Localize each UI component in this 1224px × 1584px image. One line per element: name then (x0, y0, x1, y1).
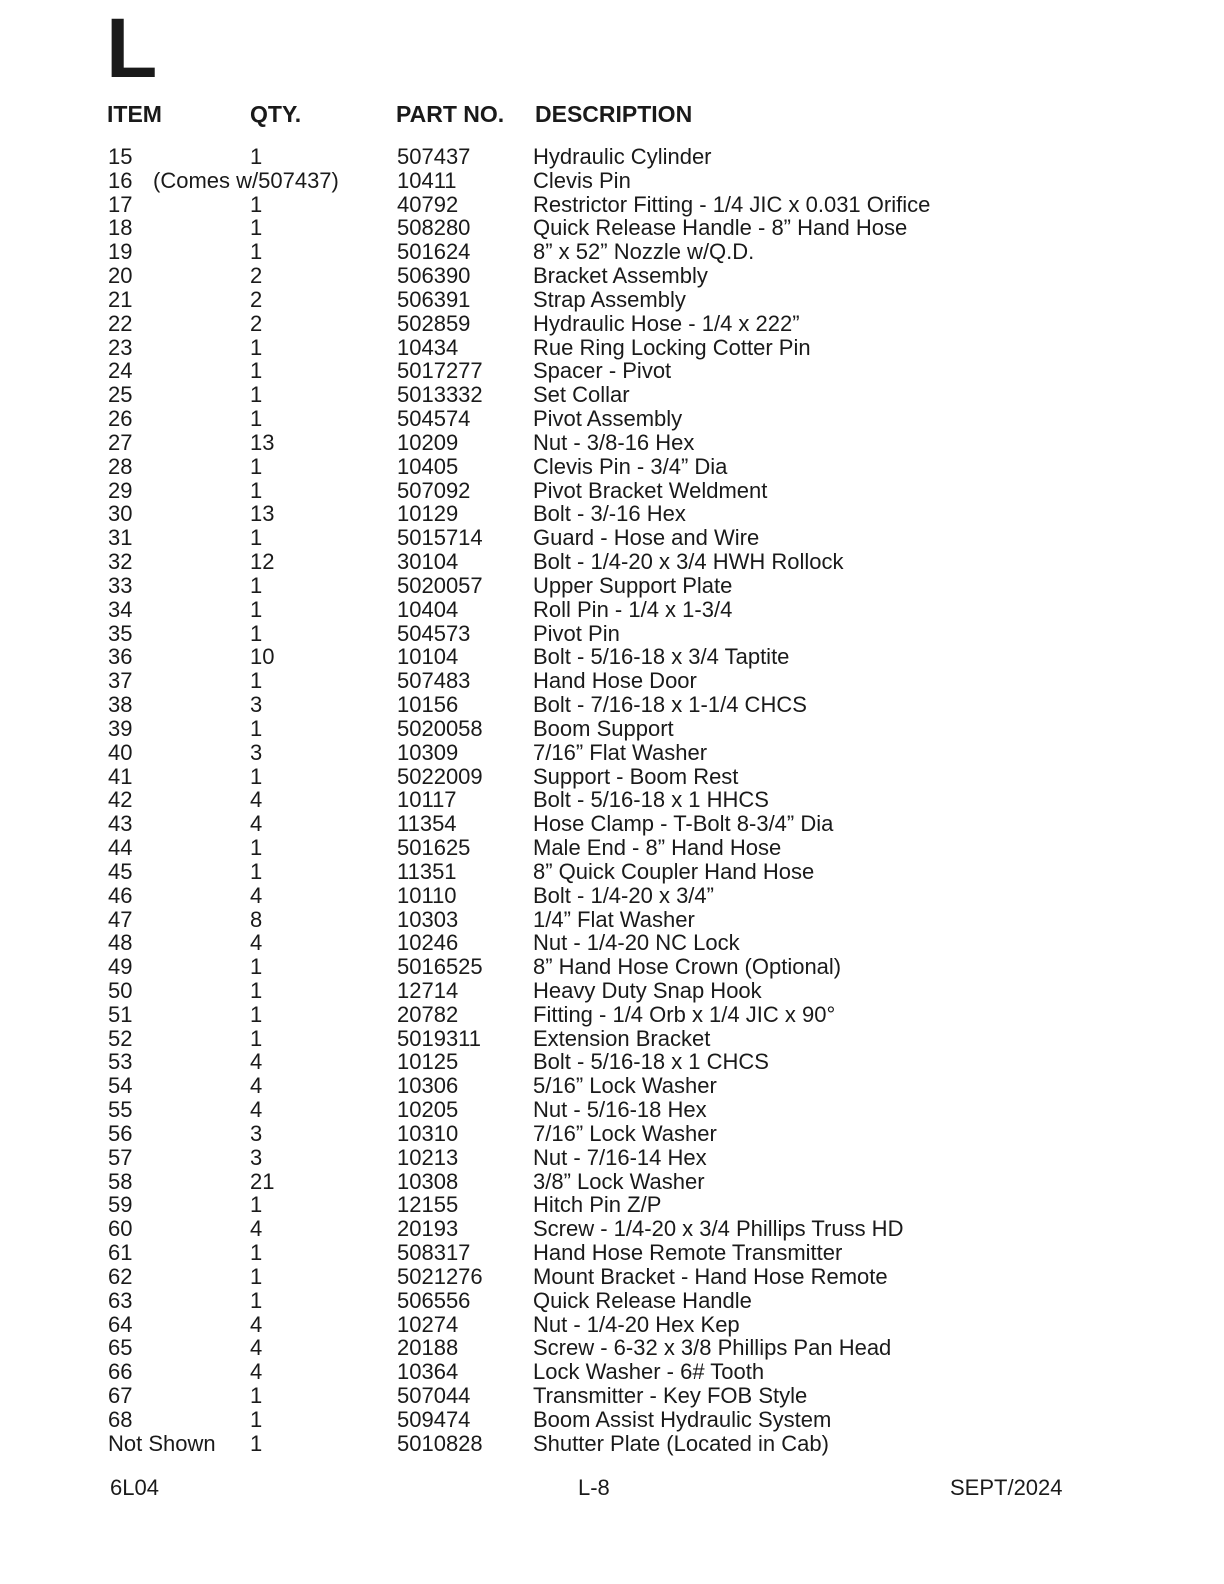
description-cell: Rue Ring Locking Cotter Pin (533, 334, 811, 360)
qty-cell: 12 (250, 549, 275, 575)
part-number-cell: 20193 (397, 1216, 459, 1242)
description-cell: Nut - 1/4-20 NC Lock (533, 930, 740, 956)
item-cell: 38 (108, 692, 133, 718)
table-row (0, 1289, 1224, 1313)
qty-cell: 2 (250, 263, 263, 289)
item-cell: 39 (108, 715, 133, 741)
description-cell: Mount Bracket - Hand Hose Remote (533, 1263, 888, 1289)
qty-cell: 4 (250, 1311, 263, 1337)
table-row (0, 717, 1224, 741)
qty-cell: 4 (250, 882, 263, 908)
qty-cell: 4 (250, 1097, 263, 1123)
part-number-cell: 10125 (397, 1049, 459, 1075)
table-row (0, 788, 1224, 812)
part-number-cell: 30104 (397, 549, 459, 575)
table-row (0, 1408, 1224, 1432)
description-cell: Pivot Bracket Weldment (533, 477, 768, 503)
qty-cell: 1 (250, 334, 263, 360)
description-cell: Bolt - 1/4-20 x 3/4” (533, 882, 714, 908)
part-number-cell: 20188 (397, 1335, 459, 1361)
table-row (0, 884, 1224, 908)
part-number-cell: 40792 (397, 191, 459, 217)
table-row (0, 216, 1224, 240)
table-row (0, 169, 1224, 193)
footer-date: SEPT/2024 (950, 1475, 1063, 1500)
item-cell: 63 (108, 1287, 133, 1313)
part-number-cell: 509474 (397, 1406, 471, 1432)
item-cell: 57 (108, 1144, 133, 1170)
qty-cell: 1 (250, 763, 263, 789)
qty-cell: 2 (250, 286, 263, 312)
item-cell: 18 (108, 215, 133, 241)
item-cell: 47 (108, 906, 133, 932)
item-cell: 49 (108, 954, 133, 980)
part-number-cell: 10306 (397, 1073, 459, 1099)
item-cell: 26 (108, 406, 133, 432)
item-cell: 15 (108, 144, 133, 169)
qty-cell: 1 (250, 1383, 263, 1409)
qty-cell: 1 (250, 572, 263, 598)
item-cell: 59 (108, 1192, 133, 1218)
part-number-cell: 11351 (397, 858, 457, 884)
part-number-cell: 12714 (397, 977, 459, 1003)
table-row (0, 193, 1224, 217)
description-cell: Bracket Assembly (533, 263, 708, 289)
item-cell: 20 (108, 263, 133, 289)
qty-cell: 1 (250, 1287, 263, 1313)
item-cell: 52 (108, 1025, 133, 1051)
part-number-cell: 507092 (397, 477, 471, 503)
qty-cell: 1 (250, 453, 263, 479)
description-cell: Bolt - 5/16-18 x 1 HHCS (533, 787, 769, 813)
part-number-cell: 10308 (397, 1168, 459, 1194)
item-cell: 45 (108, 858, 133, 884)
item-cell: 37 (108, 668, 133, 694)
item-cell: 23 (108, 334, 133, 360)
description-cell: Transmitter - Key FOB Style (533, 1383, 808, 1409)
description-cell: Nut - 7/16-14 Hex (533, 1144, 707, 1170)
item-cell: 68 (108, 1406, 133, 1432)
qty-cell: 1 (250, 144, 263, 169)
table-row (0, 1241, 1224, 1265)
table-row (0, 812, 1224, 836)
description-cell: Shutter Plate (Located in Cab) (533, 1430, 829, 1456)
table-row (0, 1193, 1224, 1217)
part-number-cell: 12155 (397, 1192, 459, 1218)
item-cell: 40 (108, 739, 133, 765)
part-number-cell: 5022009 (397, 763, 483, 789)
qty-cell: 1 (250, 1240, 263, 1266)
qty-cell: 1 (250, 1192, 263, 1218)
part-number-cell: 502859 (397, 310, 471, 336)
part-number-cell: 10117 (397, 787, 457, 813)
item-cell: 34 (108, 596, 133, 622)
qty-cell: 1 (250, 191, 263, 217)
part-number-cell: 507044 (397, 1383, 471, 1409)
table-row (0, 1432, 1224, 1456)
part-number-cell: 5020058 (397, 715, 483, 741)
table-row (0, 1098, 1224, 1122)
item-cell: 29 (108, 477, 133, 503)
description-cell: Clevis Pin - 3/4” Dia (533, 453, 728, 479)
part-number-cell: 20782 (397, 1001, 459, 1027)
table-header (0, 101, 1224, 131)
table-row (0, 860, 1224, 884)
table-row (0, 669, 1224, 693)
description-cell: Hitch Pin Z/P (533, 1192, 662, 1218)
description-cell: 8” x 52” Nozzle w/Q.D. (533, 239, 755, 265)
item-cell: 22 (108, 310, 133, 336)
description-cell: Nut - 1/4-20 Hex Kep (533, 1311, 740, 1337)
part-number-cell: 5013332 (397, 382, 483, 408)
table-row (0, 455, 1224, 479)
table-row (0, 1122, 1224, 1146)
description-cell: 8” Quick Coupler Hand Hose (533, 858, 815, 884)
qty-cell: 3 (250, 1144, 263, 1170)
item-cell: 21 (108, 286, 133, 312)
part-number-cell: 5020057 (397, 572, 483, 598)
table-row (0, 741, 1224, 765)
qty-cell: 21 (250, 1168, 275, 1194)
item-cell: 35 (108, 620, 133, 646)
table-row (0, 1146, 1224, 1170)
part-number-cell: 5016525 (397, 954, 483, 980)
item-cell: 44 (108, 835, 133, 861)
qty-cell: 1 (250, 620, 263, 646)
item-cell: 50 (108, 977, 133, 1003)
table-row (0, 312, 1224, 336)
qty-cell: 3 (250, 1120, 263, 1146)
part-number-cell: 10404 (397, 596, 459, 622)
footer-doc-code: 6L04 (110, 1475, 159, 1500)
description-cell: Strap Assembly (533, 286, 686, 312)
qty-cell: 1 (250, 215, 263, 241)
table-row (0, 693, 1224, 717)
part-number-cell: 5019311 (397, 1025, 482, 1051)
table-row (0, 836, 1224, 860)
item-cell: 31 (108, 525, 133, 551)
item-cell: 28 (108, 453, 133, 479)
item-cell: 58 (108, 1168, 133, 1194)
description-cell: Lock Washer - 6# Tooth (533, 1359, 765, 1385)
qty-cell: 4 (250, 1359, 263, 1385)
item-cell: 48 (108, 930, 133, 956)
item-cell: 53 (108, 1049, 133, 1075)
part-number-cell: 506390 (397, 263, 471, 289)
qty-cell: 1 (250, 596, 263, 622)
description-cell: Support - Boom Rest (533, 763, 739, 789)
item-cell: 51 (108, 1001, 133, 1027)
header-item: ITEM (107, 101, 162, 127)
qty-cell: 1 (250, 977, 263, 1003)
part-number-cell: 501625 (397, 835, 471, 861)
description-cell: Nut - 3/8-16 Hex (533, 429, 695, 455)
table-row (0, 979, 1224, 1003)
part-number-cell: 5010828 (397, 1430, 483, 1456)
table-row (0, 765, 1224, 789)
table-row (0, 407, 1224, 431)
qty-cell: (Comes w/507437) (153, 167, 339, 193)
header-description: DESCRIPTION (535, 101, 693, 127)
description-cell: 7/16” Lock Washer (533, 1120, 717, 1146)
description-cell: Screw - 6-32 x 3/8 Phillips Pan Head (533, 1335, 892, 1361)
qty-cell: 13 (250, 501, 275, 527)
qty-cell: 1 (250, 239, 263, 265)
item-cell: 54 (108, 1073, 133, 1099)
qty-cell: 8 (250, 906, 263, 932)
part-number-cell: 5015714 (397, 525, 483, 551)
section-letter: L (106, 1, 156, 95)
qty-cell: 4 (250, 1335, 263, 1361)
description-cell: Set Collar (533, 382, 630, 408)
qty-cell: 1 (250, 1263, 263, 1289)
item-cell: 33 (108, 572, 133, 598)
item-cell: 27 (108, 429, 133, 455)
qty-cell: 4 (250, 1216, 263, 1242)
qty-cell: 4 (250, 811, 263, 837)
part-number-cell: 508317 (397, 1240, 471, 1266)
table-row (0, 359, 1224, 383)
description-cell: 1/4” Flat Washer (533, 906, 695, 932)
part-number-cell: 506556 (397, 1287, 471, 1313)
description-cell: Roll Pin - 1/4 x 1-3/4 (533, 596, 733, 622)
description-cell: Screw - 1/4-20 x 3/4 Phillips Truss HD (533, 1216, 904, 1242)
table-row (0, 955, 1224, 979)
item-cell: 46 (108, 882, 133, 908)
qty-cell: 1 (250, 477, 263, 503)
description-cell: Bolt - 7/16-18 x 1-1/4 CHCS (533, 692, 807, 718)
qty-cell: 1 (250, 1001, 263, 1027)
part-number-cell: 10364 (397, 1359, 459, 1385)
table-row (0, 288, 1224, 312)
table-row (0, 240, 1224, 264)
qty-cell: 1 (250, 525, 263, 551)
description-cell: Bolt - 1/4-20 x 3/4 HWH Rollock (533, 549, 844, 575)
part-number-cell: 10309 (397, 739, 459, 765)
part-number-cell: 5021276 (397, 1263, 483, 1289)
table-row (0, 1050, 1224, 1074)
part-number-cell: 10246 (397, 930, 459, 956)
description-cell: 5/16” Lock Washer (533, 1073, 717, 1099)
description-cell: Hydraulic Cylinder (533, 144, 712, 169)
item-cell: 64 (108, 1311, 133, 1337)
description-cell: Hand Hose Door (533, 668, 697, 694)
description-cell: Fitting - 1/4 Orb x 1/4 JIC x 90° (533, 1001, 836, 1027)
table-row (0, 526, 1224, 550)
part-number-cell: 507483 (397, 668, 471, 694)
item-cell: 32 (108, 549, 133, 575)
table-row (0, 908, 1224, 932)
description-cell: Upper Support Plate (533, 572, 733, 598)
item-cell: 41 (108, 763, 133, 789)
item-cell: 30 (108, 501, 133, 527)
qty-cell: 1 (250, 406, 263, 432)
item-cell: 61 (108, 1240, 133, 1266)
part-number-cell: 10405 (397, 453, 459, 479)
table-row (0, 336, 1224, 360)
description-cell: Boom Support (533, 715, 674, 741)
item-cell: 25 (108, 382, 133, 408)
table-row (0, 1170, 1224, 1194)
part-number-cell: 10110 (397, 882, 457, 908)
qty-cell: 1 (250, 715, 263, 741)
part-number-cell: 10411 (397, 167, 457, 193)
qty-cell: 1 (250, 668, 263, 694)
qty-cell: 2 (250, 310, 263, 336)
qty-cell: 10 (250, 644, 275, 670)
part-number-cell: 10213 (397, 1144, 459, 1170)
table-row (0, 1313, 1224, 1337)
table-row (0, 1384, 1224, 1408)
part-number-cell: 508280 (397, 215, 471, 241)
part-number-cell: 507437 (397, 144, 471, 169)
table-row (0, 264, 1224, 288)
description-cell: Bolt - 3/-16 Hex (533, 501, 686, 527)
qty-cell: 1 (250, 382, 263, 408)
table-row (0, 1027, 1224, 1051)
footer-page-number: L-8 (578, 1475, 610, 1500)
qty-cell: 13 (250, 429, 275, 455)
part-number-cell: 504573 (397, 620, 471, 646)
qty-cell: 3 (250, 739, 263, 765)
qty-cell: 1 (250, 954, 263, 980)
item-cell: 56 (108, 1120, 133, 1146)
table-row (0, 1074, 1224, 1098)
item-cell: 36 (108, 644, 133, 670)
description-cell: Bolt - 5/16-18 x 3/4 Taptite (533, 644, 790, 670)
description-cell: 7/16” Flat Washer (533, 739, 708, 765)
item-cell: 42 (108, 787, 133, 813)
part-number-cell: 506391 (397, 286, 471, 312)
part-number-cell: 10310 (397, 1120, 459, 1146)
description-cell: Extension Bracket (533, 1025, 711, 1051)
header-qty: QTY. (250, 101, 302, 127)
item-cell: 24 (108, 358, 133, 384)
table-row (0, 145, 1224, 169)
item-cell: 60 (108, 1216, 133, 1242)
description-cell: 3/8” Lock Washer (533, 1168, 705, 1194)
description-cell: Pivot Assembly (533, 406, 683, 432)
description-cell: Heavy Duty Snap Hook (533, 977, 762, 1003)
part-number-cell: 10156 (397, 692, 459, 718)
part-number-cell: 11354 (397, 811, 457, 837)
description-cell: Nut - 5/16-18 Hex (533, 1097, 707, 1123)
qty-cell: 1 (250, 835, 263, 861)
parts-table (0, 145, 1224, 1456)
table-row (0, 1336, 1224, 1360)
qty-cell: 1 (250, 858, 263, 884)
description-cell: Quick Release Handle (533, 1287, 752, 1313)
table-row (0, 622, 1224, 646)
description-cell: 8” Hand Hose Crown (Optional) (533, 954, 842, 980)
table-row (0, 502, 1224, 526)
description-cell: Hand Hose Remote Transmitter (533, 1240, 843, 1266)
table-row (0, 931, 1224, 955)
description-cell: Quick Release Handle - 8” Hand Hose (533, 215, 908, 241)
item-cell: 19 (108, 239, 133, 265)
qty-cell: 1 (250, 1430, 263, 1456)
item-cell: 66 (108, 1359, 133, 1385)
description-cell: Clevis Pin (533, 167, 631, 193)
item-cell: 17 (108, 191, 133, 217)
qty-cell: 4 (250, 787, 263, 813)
table-row (0, 479, 1224, 503)
part-number-cell: 5017277 (397, 358, 483, 384)
item-cell: 67 (108, 1383, 133, 1409)
table-row (0, 383, 1224, 407)
part-number-cell: 10129 (397, 501, 459, 527)
description-cell: Pivot Pin (533, 620, 620, 646)
description-cell: Male End - 8” Hand Hose (533, 835, 782, 861)
item-cell: 55 (108, 1097, 133, 1123)
item-cell: 43 (108, 811, 133, 837)
table-row (0, 598, 1224, 622)
table-row (0, 645, 1224, 669)
description-cell: Hose Clamp - T-Bolt 8-3/4” Dia (533, 811, 834, 837)
table-row (0, 1217, 1224, 1241)
description-cell: Spacer - Pivot (533, 358, 672, 384)
part-number-cell: 501624 (397, 239, 471, 265)
part-number-cell: 10104 (397, 644, 459, 670)
qty-cell: 4 (250, 930, 263, 956)
part-number-cell: 10205 (397, 1097, 459, 1123)
item-cell: 65 (108, 1335, 133, 1361)
qty-cell: 4 (250, 1049, 263, 1075)
qty-cell: 1 (250, 1025, 263, 1051)
item-cell: 16 (108, 167, 133, 193)
part-number-cell: 504574 (397, 406, 471, 432)
part-number-cell: 10274 (397, 1311, 459, 1337)
description-cell: Restrictor Fitting - 1/4 JIC x 0.031 Orifice (533, 191, 931, 217)
qty-cell: 4 (250, 1073, 263, 1099)
item-cell: 62 (108, 1263, 133, 1289)
description-cell: Boom Assist Hydraulic System (533, 1406, 832, 1432)
qty-cell: 1 (250, 1406, 263, 1432)
qty-cell: 3 (250, 692, 263, 718)
item-cell: Not Shown (108, 1430, 216, 1456)
table-row (0, 1265, 1224, 1289)
qty-cell: 1 (250, 358, 263, 384)
table-row (0, 1360, 1224, 1384)
description-cell: Hydraulic Hose - 1/4 x 222” (533, 310, 800, 336)
description-cell: Guard - Hose and Wire (533, 525, 760, 551)
table-row (0, 550, 1224, 574)
table-row (0, 1003, 1224, 1027)
part-number-cell: 10303 (397, 906, 459, 932)
header-part-no: PART NO. (396, 101, 505, 127)
part-number-cell: 10209 (397, 429, 459, 455)
part-number-cell: 10434 (397, 334, 459, 360)
table-row (0, 574, 1224, 598)
description-cell: Bolt - 5/16-18 x 1 CHCS (533, 1049, 769, 1075)
table-row (0, 431, 1224, 455)
